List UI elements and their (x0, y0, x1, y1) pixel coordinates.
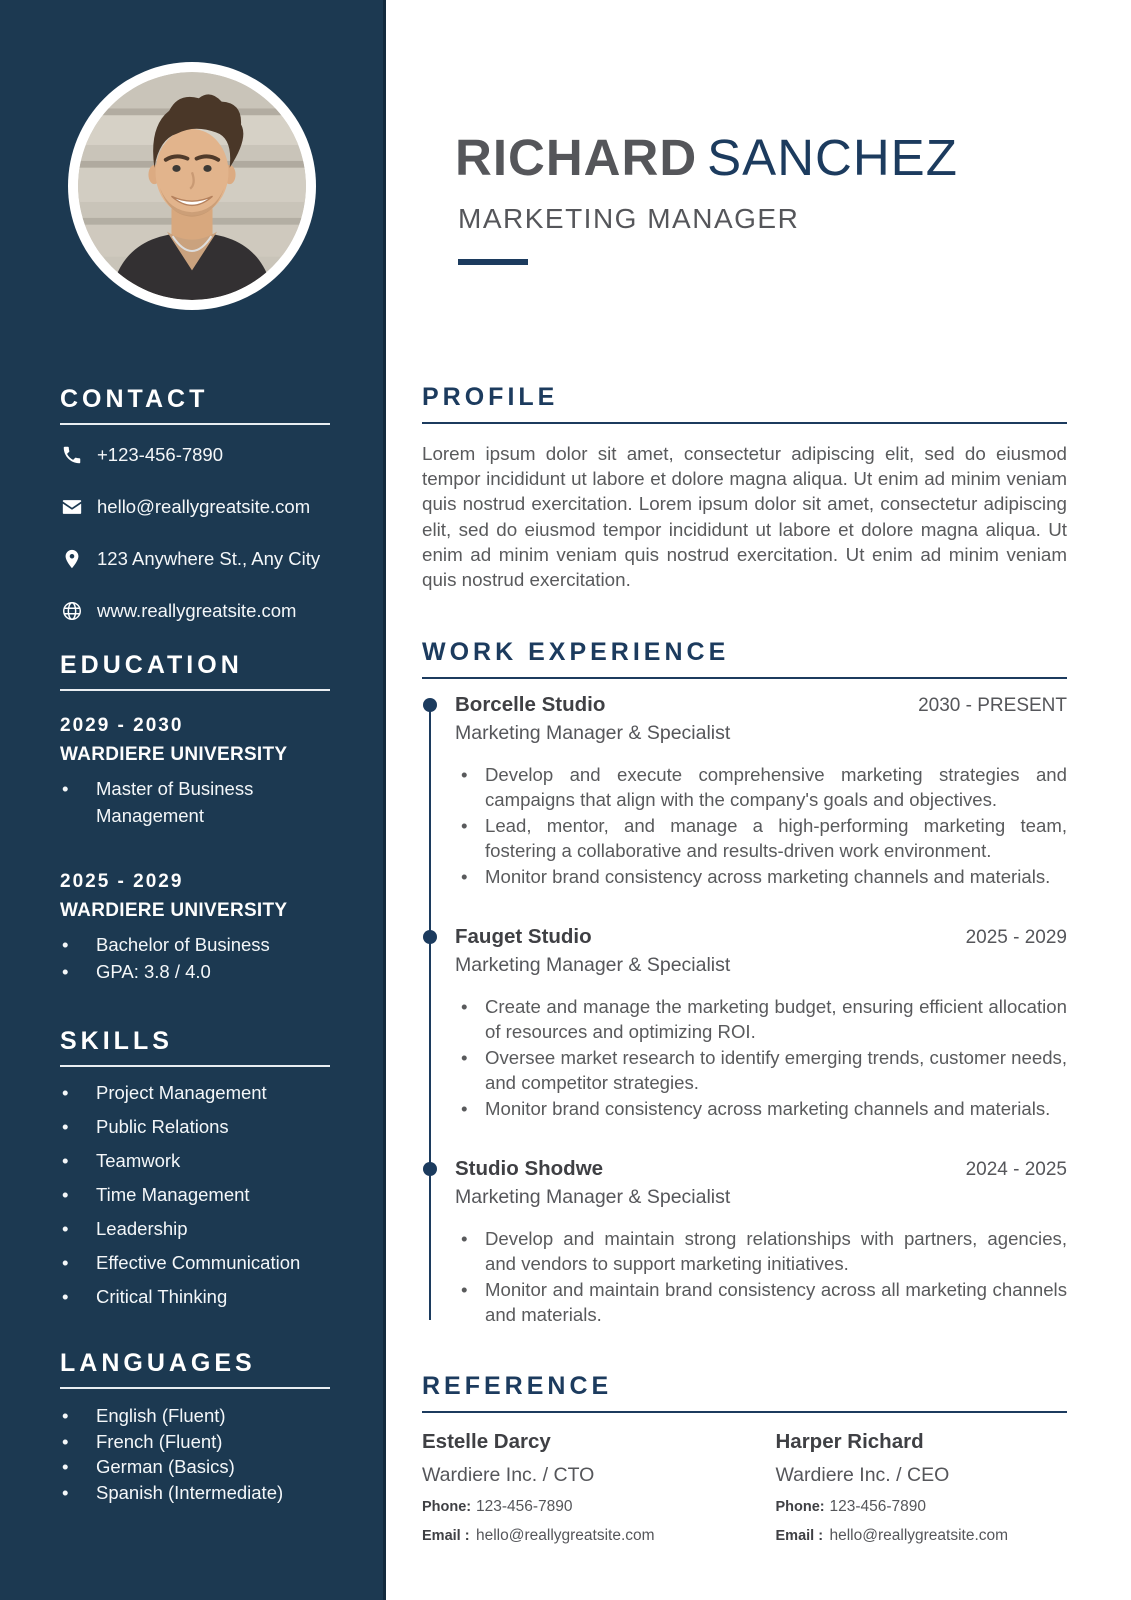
education-entry (60, 871, 330, 985)
title-accent-bar (458, 259, 528, 265)
job-bullet: • Monitor and maintain brand consistency across all marketing channels and materials. (455, 1277, 1067, 1328)
language-item: • English (Fluent) (60, 1403, 330, 1429)
phone-value: 123-456-7890 (829, 1498, 927, 1515)
email-icon (60, 495, 83, 518)
email-value: hello@reallygreatsite.com (829, 1527, 1009, 1544)
full-name (455, 128, 958, 187)
language-item: • French (Fluent) (60, 1429, 330, 1455)
reference-grid (422, 1430, 1067, 1545)
job-role: Marketing Manager & Specialist (455, 954, 731, 977)
profile-divider (422, 422, 1067, 424)
reference-phone-row (776, 1498, 1068, 1516)
job-bullet: • Lead, mentor, and manage a high-performing marketing team, fostering a collaborative and results-driven work environment. (455, 813, 1067, 864)
portrait-illustration (78, 72, 306, 300)
job-dates: 2024 - 2025 (965, 1159, 1067, 1181)
email-label: Email : (775, 1528, 824, 1544)
contact-divider (60, 423, 330, 425)
contact-phone-text: +123-456-7890 (97, 443, 224, 465)
company-name: Fauget Studio (455, 925, 592, 949)
languages-heading: LANGUAGES (60, 1349, 256, 1377)
skill-item: • Project Management (60, 1081, 330, 1105)
job-dates: 2030 - PRESENT (918, 695, 1067, 716)
languages-list (60, 1403, 330, 1505)
education-bullets (60, 931, 330, 985)
education-bullets (60, 775, 330, 829)
phone-value: 123-456-7890 (476, 1498, 573, 1515)
contact-address-text: 123 Anywhere St., Any City (97, 547, 321, 569)
skill-item: • Time Management (60, 1183, 330, 1207)
timeline-line (429, 707, 431, 1320)
language-item: • Spanish (Intermediate) (60, 1480, 330, 1506)
languages-section (60, 1349, 330, 1505)
reference-person (776, 1430, 1068, 1545)
education-school: WARDIERE UNIVERSITY (60, 744, 288, 765)
languages-divider (60, 1387, 330, 1389)
work-experience-heading: WORK EXPERIENCE (422, 638, 730, 666)
skills-list (60, 1081, 330, 1309)
job-entry (455, 925, 1067, 1121)
phone-icon (60, 443, 83, 466)
name-header (455, 128, 958, 265)
job-title: MARKETING MANAGER (458, 203, 800, 234)
job-bullet: • Oversee market research to identify emerging trends, customer needs, and competitor strategies. (455, 1045, 1067, 1096)
company-name: Studio Shodwe (455, 1157, 604, 1181)
job-bullet: • Monitor brand consistency across marketing channels and materials. (455, 864, 1067, 889)
contact-item-website (60, 599, 330, 622)
education-bullet: • Master of Business Management (60, 775, 330, 829)
job-bullets (455, 994, 1067, 1121)
first-name: RICHARD (455, 129, 698, 186)
last-name: SANCHEZ (707, 129, 958, 186)
contact-section (60, 385, 330, 622)
profile-section (422, 383, 1067, 592)
location-icon (60, 547, 83, 570)
education-bullet: • Bachelor of Business (60, 931, 330, 958)
language-item: • German (Basics) (60, 1454, 330, 1480)
contact-heading: CONTACT (60, 385, 209, 413)
profile-heading: PROFILE (422, 383, 559, 411)
education-school: WARDIERE UNIVERSITY (60, 900, 288, 921)
jobs-list (422, 693, 1067, 1328)
phone-label: Phone: (775, 1499, 825, 1515)
job-bullets (455, 1226, 1067, 1328)
education-entry (60, 715, 330, 829)
profile-photo (68, 62, 316, 310)
job-bullet: • Develop and maintain strong relationships with partners, agencies, and vendors to support marketing initiatives. (455, 1226, 1067, 1277)
education-heading: EDUCATION (60, 651, 243, 679)
sidebar (0, 0, 386, 1600)
work-experience-section (422, 638, 1067, 1328)
timeline-dot (423, 1162, 437, 1176)
education-section (60, 651, 330, 985)
education-years: 2025 - 2029 (60, 871, 184, 892)
education-years: 2029 - 2030 (60, 715, 184, 736)
contact-item-address (60, 547, 330, 570)
reference-email-row (776, 1527, 1068, 1545)
profile-text: Lorem ipsum dolor sit amet, consectetur adipiscing elit, sed do eiusmod tempor incididunt ut labore et dolore magna aliqua. Ut enim ad minim veniam quis nostrud exercitation. Lorem ipsum dolor sit amet, consectetur adipiscing elit, sed do eiusmod tempor incididunt ut labore et dolore magna aliqua. Ut enim ad minim veniam quis nostrud exercitation. Ut enim ad minim veniam quis nostrud exercitation. (422, 443, 1067, 591)
reference-section (422, 1372, 1067, 1545)
job-bullet: • Develop and execute comprehensive marketing strategies and campaigns that align with the company's goals and objectives. (455, 762, 1067, 813)
skill-item: • Teamwork (60, 1149, 330, 1173)
skills-section (60, 1027, 330, 1309)
phone-label: Phone: (422, 1499, 472, 1515)
job-bullet: • Create and manage the marketing budget, ensuring efficient allocation of resources and optimizing ROI. (455, 994, 1067, 1045)
contact-website-text: www.reallygreatsite.com (97, 599, 297, 621)
education-divider (60, 689, 330, 691)
reference-org: Wardiere Inc. / CTO (422, 1464, 595, 1486)
reference-heading: REFERENCE (422, 1372, 613, 1400)
reference-name: Estelle Darcy (422, 1430, 551, 1453)
email-label: Email : (422, 1528, 470, 1544)
job-header (455, 925, 1067, 949)
job-role: Marketing Manager & Specialist (455, 1186, 731, 1209)
job-bullet: • Monitor brand consistency across marketing channels and materials. (455, 1096, 1067, 1121)
job-header (455, 693, 1067, 717)
skill-item: • Public Relations (60, 1115, 330, 1139)
reference-person (422, 1430, 714, 1545)
reference-divider (422, 1411, 1067, 1413)
email-value: hello@reallygreatsite.com (476, 1527, 655, 1544)
reference-phone-row (422, 1498, 714, 1516)
skills-heading: SKILLS (60, 1027, 173, 1055)
job-entry (455, 693, 1067, 889)
job-role: Marketing Manager & Specialist (455, 722, 731, 744)
contact-item-phone (60, 443, 330, 466)
timeline-dot (423, 930, 437, 944)
education-bullet: • GPA: 3.8 / 4.0 (60, 958, 330, 985)
reference-name: Harper Richard (775, 1430, 924, 1453)
skill-item: • Effective Communication (60, 1251, 330, 1275)
skills-divider (60, 1065, 330, 1067)
job-bullets (455, 762, 1067, 889)
job-dates: 2025 - 2029 (965, 927, 1067, 949)
job-entry (455, 1157, 1067, 1328)
skill-item: • Leadership (60, 1217, 330, 1241)
timeline-dot (423, 698, 437, 712)
contact-list (60, 443, 330, 622)
website-icon (60, 599, 83, 622)
reference-org: Wardiere Inc. / CEO (775, 1464, 950, 1486)
contact-item-email (60, 495, 330, 518)
skill-item: • Critical Thinking (60, 1285, 330, 1309)
job-header (455, 1157, 1067, 1181)
reference-email-row (422, 1527, 714, 1545)
company-name: Borcelle Studio (455, 693, 606, 716)
work-experience-divider (422, 677, 1067, 679)
contact-email-text: hello@reallygreatsite.com (97, 495, 311, 517)
